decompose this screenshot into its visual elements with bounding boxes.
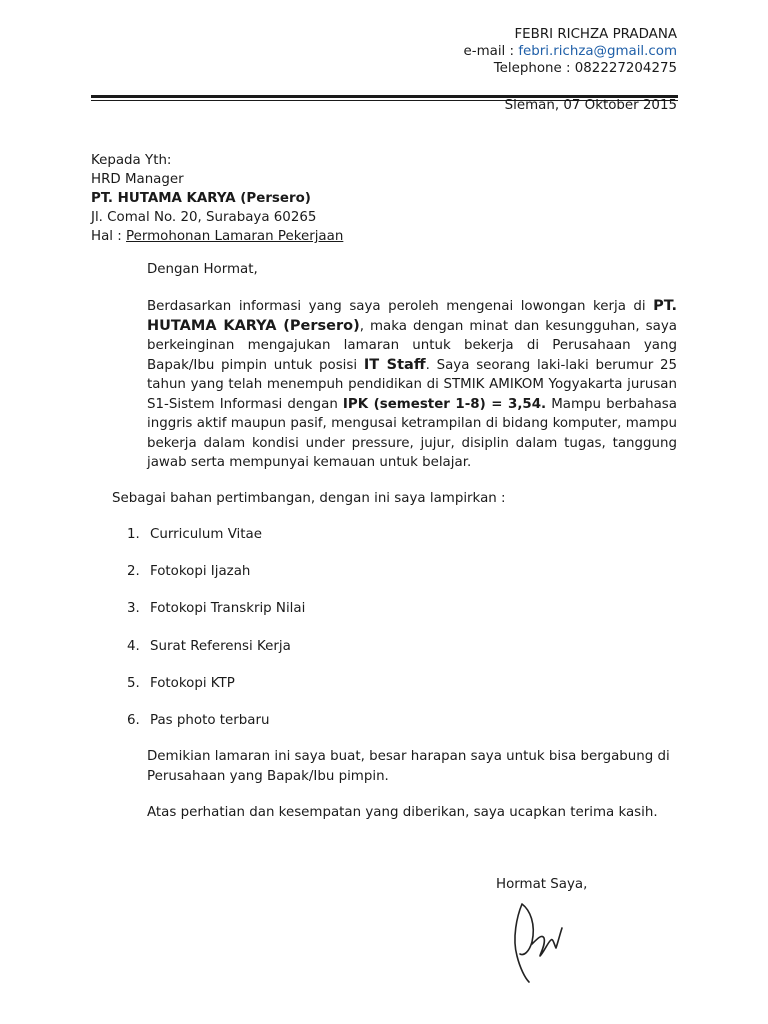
body-ipk: IPK (semester 1-8) = 3,54. bbox=[342, 396, 547, 412]
body-text-3: . Saya seorang laki-laki berumur 25 tahun yang telah menempuh pendidikan di STMIK AMIKOM Yogyakarta jurusan S1-Sistem Informasi dengan bbox=[147, 357, 677, 412]
attachments-list bbox=[127, 525, 305, 748]
body-text-1: Berdasarkan informasi yang saya peroleh mengenai lowongan kerja di bbox=[147, 299, 654, 314]
recipient-block bbox=[91, 151, 343, 246]
sender-name: FEBRI RICHZA PRADANA bbox=[514, 27, 677, 42]
list-item-number: 6. bbox=[127, 712, 140, 728]
signoff: Hormat Saya, bbox=[496, 877, 588, 892]
subject-text: Permohonan Lamaran Pekerjaan bbox=[126, 229, 344, 244]
recipient-address: Jl. Comal No. 20, Surabaya 60265 bbox=[91, 210, 317, 225]
letter-date: Sleman, 07 Oktober 2015 bbox=[504, 98, 677, 113]
list-item-label: Fotokopi Ijazah bbox=[150, 564, 251, 580]
greeting: Dengan Hormat, bbox=[147, 262, 258, 277]
list-item-number: 3. bbox=[127, 601, 140, 617]
recipient-position: HRD Manager bbox=[91, 172, 184, 187]
list-item bbox=[127, 525, 305, 562]
body-paragraph bbox=[147, 297, 677, 473]
sender-telephone: Telephone : 082227204275 bbox=[493, 61, 677, 76]
closing-paragraph: Demikian lamaran ini saya buat, besar harapan saya untuk bisa bergabung di Perusahaan yang Bapak/Ibu pimpin. bbox=[147, 749, 670, 784]
body-text-4: Mampu berbahasa inggris aktif maupun pasif, mengusai ketrampilan di bidang komputer, mampu bekerja dalam kondisi under pressure, jujur, disiplin dalam tugas, tanggung jawab serta mempunyai kemauan untuk belajar. bbox=[147, 396, 677, 470]
list-item bbox=[127, 599, 305, 636]
signature-image bbox=[496, 894, 566, 986]
list-item-label: Pas photo terbaru bbox=[150, 712, 270, 728]
email-link[interactable]: febri.richza@gmail.com bbox=[518, 44, 677, 59]
list-item-label: Surat Referensi Kerja bbox=[150, 638, 291, 654]
list-item-number: 2. bbox=[127, 564, 140, 580]
recipient-salutation: Kepada Yth: bbox=[91, 153, 172, 168]
list-item-number: 1. bbox=[127, 527, 140, 542]
list-item-label: Fotokopi KTP bbox=[150, 675, 235, 691]
body-text-2: , maka dengan minat dan kesungguhan, saya berkeinginan mengajukan lamaran untuk bekerja di Perusahaan yang Bapak/Ibu pimpin untuk posisi bbox=[147, 318, 677, 373]
list-item-label: Curriculum Vitae bbox=[150, 527, 262, 542]
thanks-paragraph: Atas perhatian dan kesempatan yang diberikan, saya ucapkan terima kasih. bbox=[147, 805, 658, 820]
list-item bbox=[127, 711, 305, 748]
list-item-label: Fotokopi Transkrip Nilai bbox=[150, 601, 306, 617]
body-position: IT Staff bbox=[363, 356, 426, 373]
email-label: e-mail : bbox=[463, 44, 519, 59]
list-item bbox=[127, 562, 305, 599]
list-item-number: 5. bbox=[127, 675, 140, 691]
list-item bbox=[127, 637, 305, 674]
sender-email-line bbox=[464, 43, 677, 60]
sender-header bbox=[464, 26, 677, 77]
recipient-company: PT. HUTAMA KARYA (Persero) bbox=[91, 191, 311, 206]
subject-line bbox=[91, 227, 343, 246]
subject-label: Hal : bbox=[91, 229, 127, 244]
attachments-intro: Sebagai bahan pertimbangan, dengan ini saya lampirkan : bbox=[112, 491, 506, 506]
body-company: PT. HUTAMA KARYA (Persero) bbox=[147, 298, 677, 334]
list-item-number: 4. bbox=[127, 638, 140, 654]
list-item bbox=[127, 674, 305, 711]
